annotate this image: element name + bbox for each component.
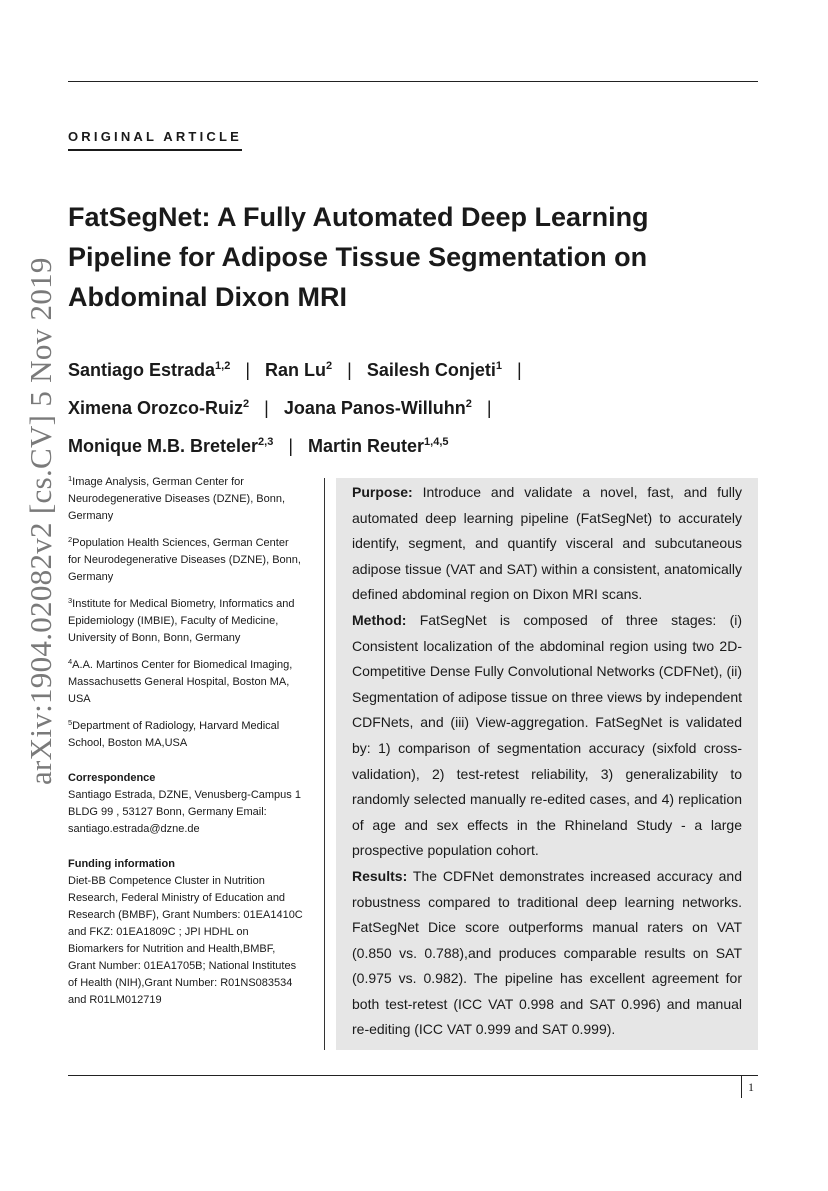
author-separator: |	[347, 360, 352, 380]
affiliation-text: Image Analysis, German Center for Neurodegenerative Diseases (DZNE), Bonn, Germany	[68, 476, 286, 522]
author-affiliation-sup: 2	[243, 398, 250, 410]
abstract-purpose-label: Purpose:	[352, 484, 413, 500]
affiliations-column	[68, 470, 303, 1009]
affiliation-number: 1	[68, 474, 73, 483]
abstract-results-text: The CDFNet demonstrates increased accuracy and robustness compared to traditional deep learning networks. FatSegNet Dice score outperforms manual raters on VAT (0.850 vs. 0.788),and produces comparable results on SAT (0.975 vs. 0.982). The pipeline has excellent agreement for both test-retest (ICC VAT 0.998 and SAT 0.996) and manual re-editing (ICC VAT 0.999 and SAT 0.999).	[352, 867, 742, 1038]
author-line-3	[68, 425, 758, 463]
abstract-method-text: FatSegNet is composed of three stages: (i) Consistent localization of the abdominal region using two 2D-Competitive Dense Fully Convolutional Networks (CDFNet), (ii) Segmentation of adipose tissue on three views by independent CDFNets, and (iii) View-aggregation. FatSegNet is validated by: 1) comparison of segmentation accuracy (sixfold cross-validation), 2) test-retest reliability, 3) generalizability to randomly selected manually re-edited cases, and 4) replication of age and sex effects in the Rhineland Study - a large prospective population cohort.	[352, 611, 743, 859]
affiliation-number: 5	[68, 718, 73, 727]
affiliation-item	[68, 470, 303, 525]
column-divider	[324, 478, 325, 1050]
abstract-method-label: Method:	[352, 611, 407, 628]
footer-rule	[68, 1075, 758, 1076]
correspondence-heading: Correspondence	[68, 772, 156, 784]
article-type-label: ORIGINAL ARTICLE	[68, 129, 242, 151]
abstract-purpose-text: Introduce and validate a novel, fast, and fully automated deep learning pipeline (FatSegNet) to accurately identify, segment, and quantify visceral and subcutaneous adipose tissue (VAT and SAT) within a consistent, anatomically defined abdominal region on Dixon MRI scans.	[352, 484, 742, 603]
funding-text: Diet-BB Competence Cluster in Nutrition Research, Federal Ministry of Education and Research (BMBF), Grant Numbers: 01EA1410C and FKZ: 01EA1809C ; JPI HDHL on Biomarkers for Nutrition and Health,BMBF, Grant Number: 01EA1705B; National Institutes of Health (NIH),Grant Number: R01NS083534 and R01LM012719	[68, 875, 303, 1006]
author-name: Santiago Estrada	[68, 360, 216, 380]
abstract-purpose	[352, 480, 742, 608]
author-name: Monique M.B. Breteler	[68, 436, 259, 456]
affiliation-item	[68, 714, 303, 752]
affiliation-item	[68, 592, 303, 647]
author-separator: |	[264, 398, 269, 418]
author-separator: |	[288, 436, 294, 456]
affiliation-item	[68, 531, 303, 586]
affiliation-item	[68, 653, 303, 708]
abstract-box	[336, 478, 758, 1050]
author-separator: |	[245, 360, 251, 380]
author-line-2	[68, 387, 758, 425]
author-affiliation-sup: 1,4,5	[424, 436, 449, 448]
footer-separator	[741, 1076, 742, 1098]
affiliation-text: Institute for Medical Biometry, Informatics and Epidemiology (IMBIE), Faculty of Medicine, University of Bonn, Bonn, Germany	[68, 598, 295, 644]
author-affiliation-sup: 2	[326, 360, 333, 372]
affiliation-text: Department of Radiology, Harvard Medical School, Boston MA,USA	[68, 720, 280, 749]
author-affiliation-sup: 1	[495, 360, 503, 372]
affiliation-text: Population Health Sciences, German Center for Neurodegenerative Diseases (DZNE), Bonn, Germany	[68, 537, 301, 583]
author-affiliation-sup: 1,2	[215, 360, 231, 372]
author-affiliation-sup: 2	[465, 398, 472, 410]
affiliation-number: 3	[68, 596, 73, 605]
author-affiliation-sup: 2,3	[258, 436, 274, 448]
author-name: Ran Lu	[265, 360, 327, 380]
author-name: Martin Reuter	[308, 436, 425, 456]
paper-title: FatSegNet: A Fully Automated Deep Learning Pipeline for Adipose Tissue Segmentation on Abdominal Dixon MRI	[68, 202, 649, 312]
author-line-1	[68, 349, 758, 387]
correspondence-text: Santiago Estrada, DZNE, Venusberg-Campus 1 BLDG 99 , 53127 Bonn, Germany Email: santiago.estrada@dzne.de	[68, 789, 301, 835]
affiliation-number: 2	[68, 535, 73, 544]
abstract-results-label: Results:	[352, 867, 408, 884]
article-type-label-wrapper	[68, 128, 242, 151]
author-name: Joana Panos-Willuhn	[283, 398, 466, 418]
arxiv-identifier: arXiv:1904.02082v2 [cs.CV] 5 Nov 2019	[23, 257, 58, 785]
page-number: 1	[748, 1080, 754, 1094]
funding-heading: Funding information	[68, 858, 175, 870]
affiliation-number: 4	[68, 657, 73, 666]
header-rule	[68, 81, 758, 82]
affiliation-text: A.A. Martinos Center for Biomedical Imaging, Massachusetts General Hospital, Boston MA, USA	[68, 659, 293, 705]
author-list	[68, 349, 758, 463]
abstract-method	[352, 608, 742, 864]
author-name: Sailesh Conjeti	[366, 360, 496, 380]
author-name: Ximena Orozco-Ruiz	[68, 398, 244, 418]
author-separator: |	[486, 398, 492, 418]
abstract-results	[352, 864, 742, 1043]
author-separator: |	[517, 360, 522, 380]
